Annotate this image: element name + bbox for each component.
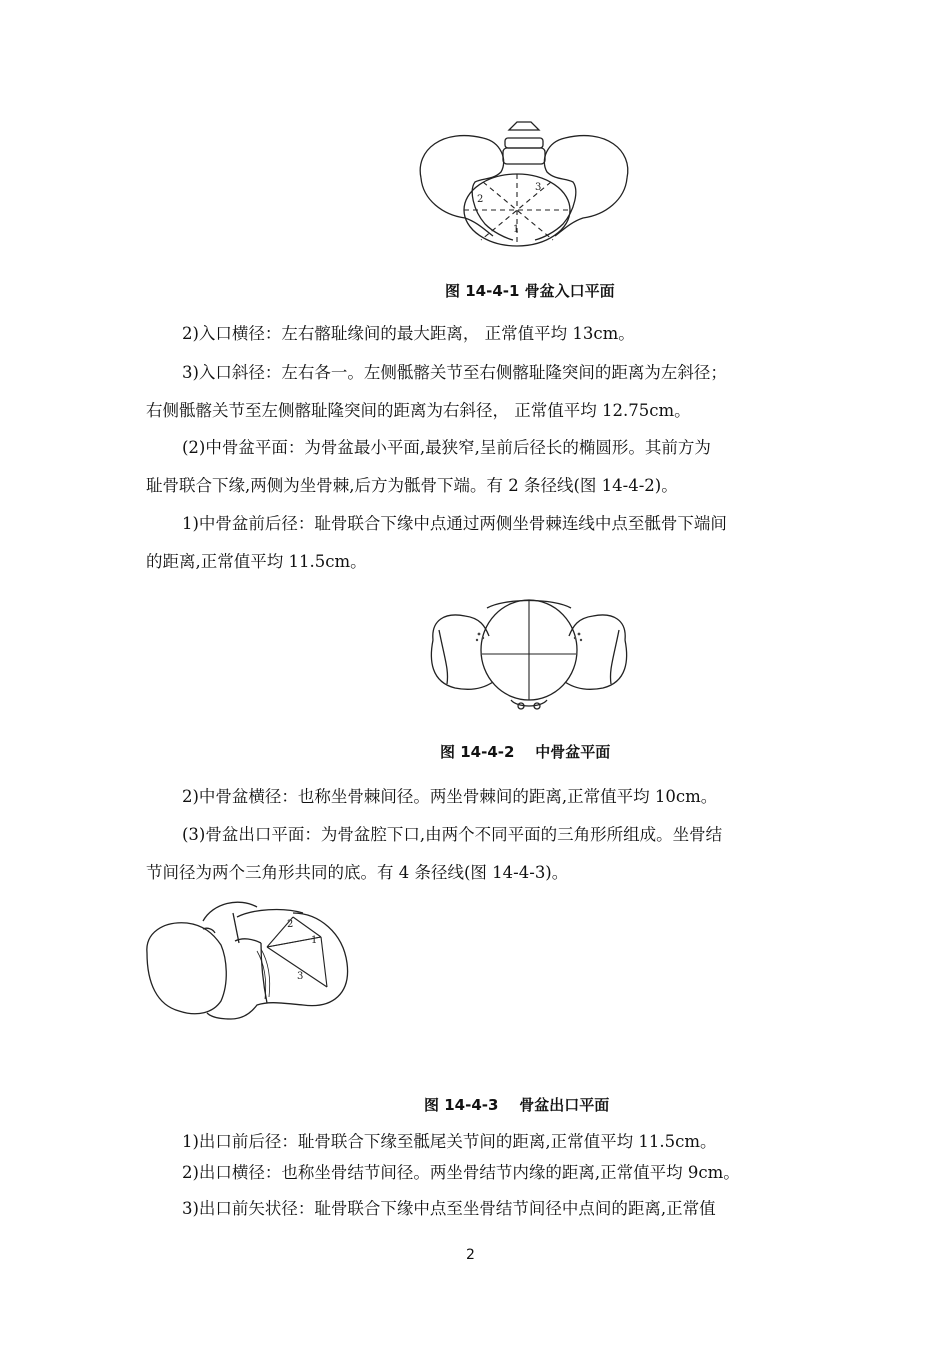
paragraph-mid-pelvis-transverse [146,787,811,807]
text-line: 2)入口横径：左右髂耻缘间的最大距离， 正常值平均 13cm。 [182,324,635,343]
figure-pelvic-outlet [143,893,355,1033]
pelvic-outlet-illustration [143,893,355,1033]
outlet-label-1: 1 [311,935,318,946]
figure-caption-2: 图 14-4-2 中骨盆平面 [440,743,611,761]
paragraph-inlet-transverse [146,324,811,344]
paragraph-outlet-plane [146,825,811,883]
mid-pelvis-illustration [425,590,633,720]
pelvic-inlet-illustration [413,120,635,250]
figure-mid-pelvis [425,590,633,720]
paragraph-mid-pelvis-plane [146,438,811,496]
text-line: 2)中骨盆横径：也称坐骨棘间径。两坐骨棘间的距离,正常值平均 10cm。 [182,787,718,806]
outlet-label-3: 3 [297,971,304,982]
inlet-label-1: 1 [513,224,520,235]
text-line: 3)入口斜径：左右各一。左侧骶髂关节至右侧髂耻隆突间的距离为左斜径； [182,363,727,382]
inlet-label-3: 3 [535,182,542,193]
figure-caption-1: 图 14-4-1 骨盆入口平面 [445,282,615,300]
figure-pelvic-inlet [413,120,635,250]
paragraph-inlet-oblique [146,363,811,421]
text-line: (2)中骨盆平面：为骨盆最小平面,最狭窄,呈前后径长的椭圆形。其前方为 [182,438,711,457]
paragraph-outlet-transverse [146,1163,811,1183]
paragraph-mid-pelvis-ap [146,514,811,572]
outlet-label-2: 2 [287,919,294,930]
text-line: 1)出口前后径：耻骨联合下缘至骶尾关节间的距离,正常值平均 11.5cm。 [182,1132,717,1151]
inlet-label-2: 2 [477,194,484,205]
text-line: 耻骨联合下缘,两侧为坐骨棘,后方为骶骨下端。有 2 条径线(图 14-4-2)。 [146,476,678,495]
text-line: (3)骨盆出口平面：为骨盆腔下口,由两个不同平面的三角形所组成。坐骨结 [182,825,723,844]
text-line: 1)中骨盆前后径：耻骨联合下缘中点通过两侧坐骨棘连线中点至骶骨下端间 [182,514,727,533]
paragraph-outlet-ap [146,1132,811,1152]
page-number: 2 [466,1247,475,1263]
text-line: 2)出口横径：也称坐骨结节间径。两坐骨结节内缘的距离,正常值平均 9cm。 [182,1163,740,1182]
text-line: 3)出口前矢状径：耻骨联合下缘中点至坐骨结节间径中点间的距离,正常值 [182,1199,716,1218]
text-line: 右侧骶髂关节至左侧髂耻隆突间的距离为右斜径， 正常值平均 12.75cm。 [146,401,691,420]
paragraph-outlet-anterior-sagittal [146,1199,811,1219]
text-line: 的距离,正常值平均 11.5cm。 [146,552,367,571]
text-line: 节间径为两个三角形共同的底。有 4 条径线(图 14-4-3)。 [146,863,569,882]
figure-caption-3: 图 14-4-3 骨盆出口平面 [424,1096,610,1114]
